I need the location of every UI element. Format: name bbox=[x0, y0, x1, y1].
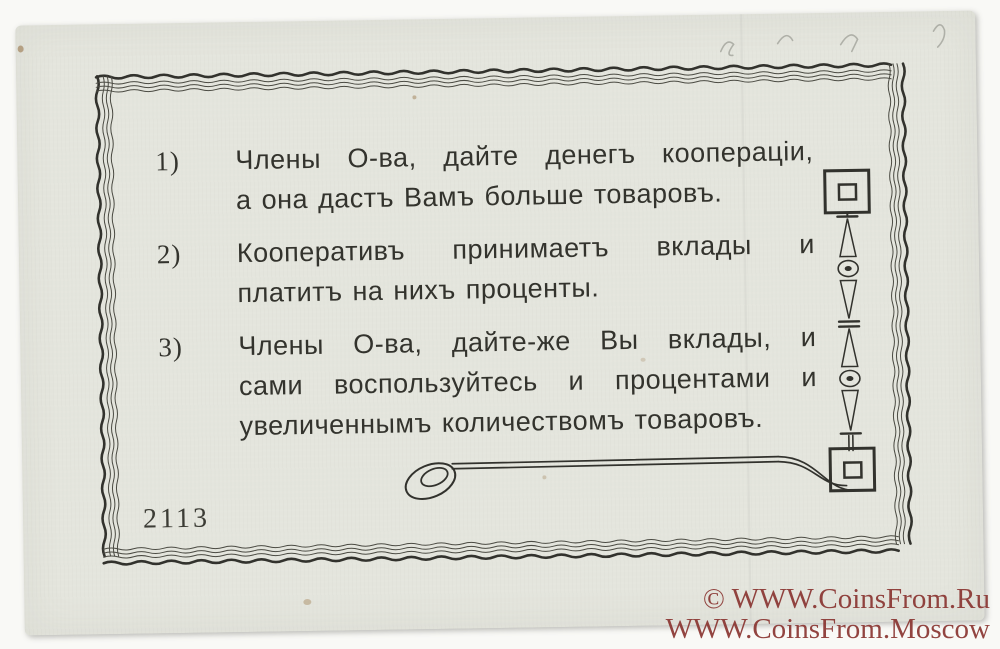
list-item bbox=[155, 131, 816, 221]
text-line: Кооперативъ принимаетъ вклады и bbox=[236, 229, 816, 269]
item-text bbox=[237, 224, 816, 313]
foxing-spot bbox=[542, 475, 546, 479]
item-text bbox=[235, 131, 814, 220]
item-text bbox=[238, 317, 818, 446]
item-number: 1) bbox=[155, 146, 181, 177]
notice-list bbox=[155, 131, 820, 460]
text-line: сами воспользуйтесь и процентами и bbox=[238, 362, 818, 402]
foxing-spot bbox=[18, 45, 24, 52]
watermark-line: WWW.CoinsFrom.Moscow bbox=[665, 613, 990, 645]
chain-ornament-icon bbox=[812, 152, 907, 483]
list-item bbox=[157, 224, 818, 314]
text-line: платитъ на нихъ проценты. bbox=[237, 272, 600, 309]
watermark bbox=[666, 584, 990, 644]
pencil-marks bbox=[705, 13, 966, 72]
watermark-line: © WWW.CoinsFrom.Ru bbox=[702, 583, 990, 615]
item-number: 2) bbox=[156, 238, 182, 270]
list-item bbox=[158, 317, 820, 447]
item-number: 3) bbox=[158, 331, 184, 363]
scanned-note bbox=[15, 10, 984, 635]
text-line: увеличеннымъ количествомъ товаровъ. bbox=[239, 402, 764, 442]
serial-number: 2113 bbox=[142, 502, 211, 535]
text-line: Члены О-ва, дайте денегъ кооперацiи, bbox=[235, 136, 814, 176]
foxing-spot bbox=[412, 95, 416, 99]
text-line: Члены О-ва, дайте-же Вы вклады, и bbox=[238, 322, 817, 362]
text-line: а она дастъ Вамъ больше товаровъ. bbox=[235, 177, 723, 216]
foxing-spot bbox=[303, 599, 311, 605]
foxing-spot bbox=[641, 358, 646, 362]
